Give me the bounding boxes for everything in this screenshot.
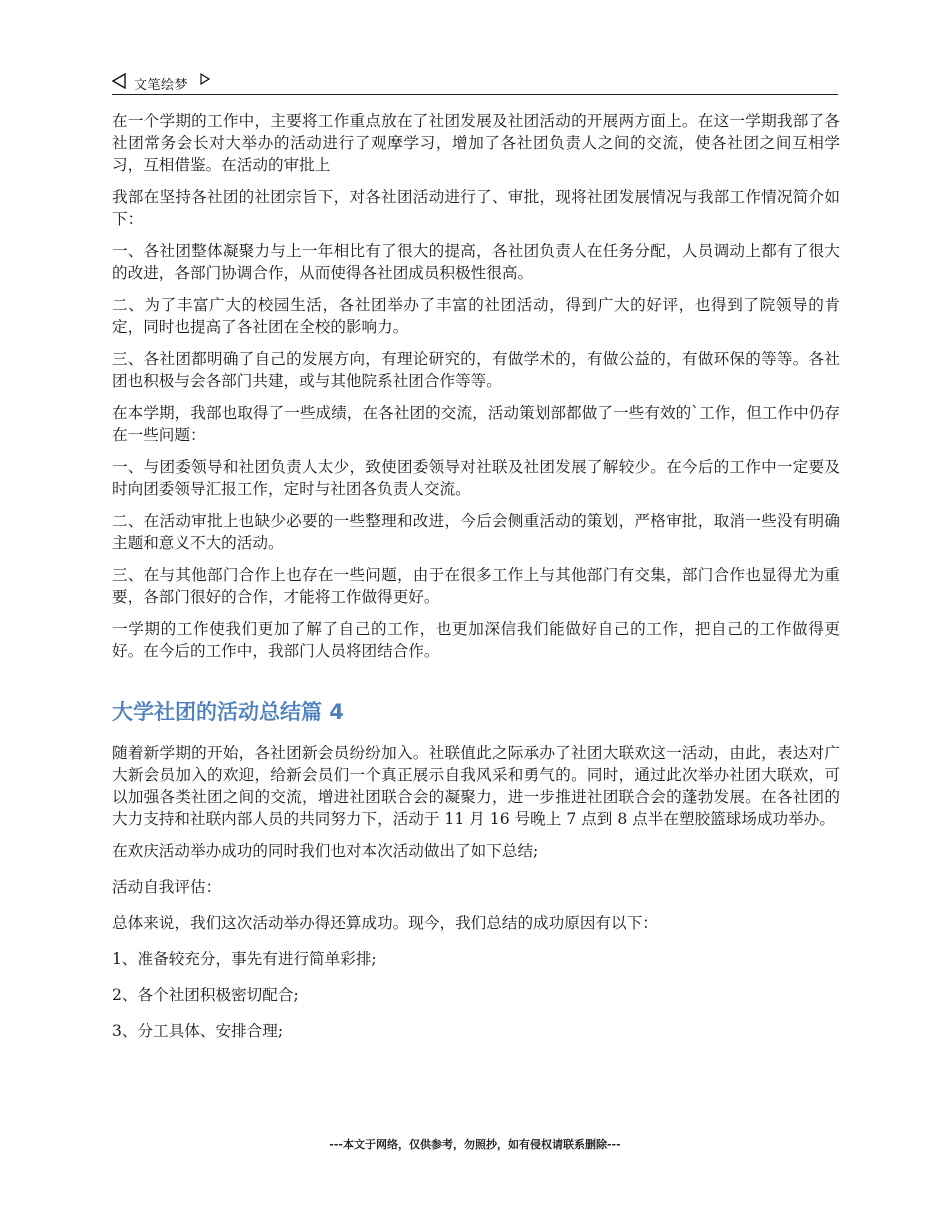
paragraph: 三、在与其他部门合作上也存在一些问题，由于在很多工作上与其他部门有交集，部门合作也显得尤为重要，各部门很好的合作，才能将工作做得更好。 bbox=[112, 566, 840, 606]
list-item: 2、各个社团积极密切配合; bbox=[112, 986, 299, 1004]
brand-name: 文笔绘梦 bbox=[134, 78, 189, 93]
paragraph: 一、与团委领导和社团负责人太少，致使团委领导对社联及社团发展了解较少。在今后的工作中一定要及时向团委领导汇报工作，定时与社团各负责人交流。 bbox=[112, 458, 840, 498]
document-body bbox=[112, 110, 840, 1056]
right-triangle-icon bbox=[200, 73, 210, 85]
paragraph: 一、各社团整体凝聚力与上一年相比有了很大的提高，各社团负责人在任务分配，人员调动上都有了很大的改进，各部门协调合作，从而使得各社团成员积极性很高。 bbox=[112, 242, 840, 282]
paragraph: 二、在活动审批上也缺少必要的一些整理和改进，今后会侧重活动的策划，严格审批，取消一些没有明确主题和意义不大的活动。 bbox=[112, 512, 840, 552]
paragraph: 三、各社团都明确了自己的发展方向，有理论研究的，有做学术的，有做公益的，有做环保的等等。各社团也积极与会各部门共建，或与其他院系社团合作等等。 bbox=[112, 350, 840, 390]
paragraph: 在欢庆活动举办成功的同时我们也对本次活动做出了如下总结; bbox=[112, 842, 539, 860]
list-item: 3、分工具体、安排合理; bbox=[112, 1022, 284, 1040]
paragraph: 在本学期，我部也取得了一些成绩，在各社团的交流，活动策划部都做了一些有效的`工作，但工作中仍存在一些问题： bbox=[112, 404, 840, 444]
paragraph: 一学期的工作使我们更加了解了自己的工作，也更加深信我们能做好自己的工作，把自己的工作做得更好。在今后的工作中，我部门人员将团结合作。 bbox=[112, 620, 840, 660]
list-item: 1、准备较充分，事先有进行简单彩排; bbox=[112, 950, 377, 968]
left-triangle-icon bbox=[112, 73, 126, 89]
paragraph: 二、为了丰富广大的校园生活，各社团举办了丰富的社团活动，得到广大的好评，也得到了院领导的肯定，同时也提高了各社团在全校的影响力。 bbox=[112, 296, 840, 336]
paragraph: 总体来说，我们这次活动举办得还算成功。现今，我们总结的成功原因有以下： bbox=[112, 914, 658, 932]
paragraph: 我部在坚持各社团的社团宗旨下，对各社团活动进行了、审批，现将社团发展情况与我部工作情况简介如下： bbox=[112, 188, 840, 228]
paragraph: 随着新学期的开始，各社团新会员纷纷加入。社联值此之际承办了社团大联欢这一活动，由此，表达对广大新会员加入的欢迎，给新会员们一个真正展示自我风采和勇气的。同时，通过此次举办社团大联欢，可以加强各类社团之间的交流，增进社团联合会的凝聚力，进一步推进社团联合会的蓬勃发展。在各社团的大力支持和社联内部人员的共同努力下，活动于 11 月 16 号晚上 7 点到 8 点半在塑胶篮球场成功举办。 bbox=[112, 744, 840, 828]
section-heading: 大学社团的活动总结篇 4 bbox=[112, 700, 344, 724]
paragraph: 在一个学期的工作中，主要将工作重点放在了社团发展及社团活动的开展两方面上。在这一学期我部了各社团常务会长对大举办的活动进行了观摩学习，增加了各社团负责人之间的交流，使各社团之间互相学习，互相借鉴。在活动的审批上 bbox=[112, 112, 840, 174]
paragraph: 活动自我评估： bbox=[112, 878, 222, 896]
page-header bbox=[112, 72, 838, 95]
page-footer-disclaimer: ---本文于网络，仅供参考，勿照抄，如有侵权请联系删除--- bbox=[329, 1138, 621, 1151]
